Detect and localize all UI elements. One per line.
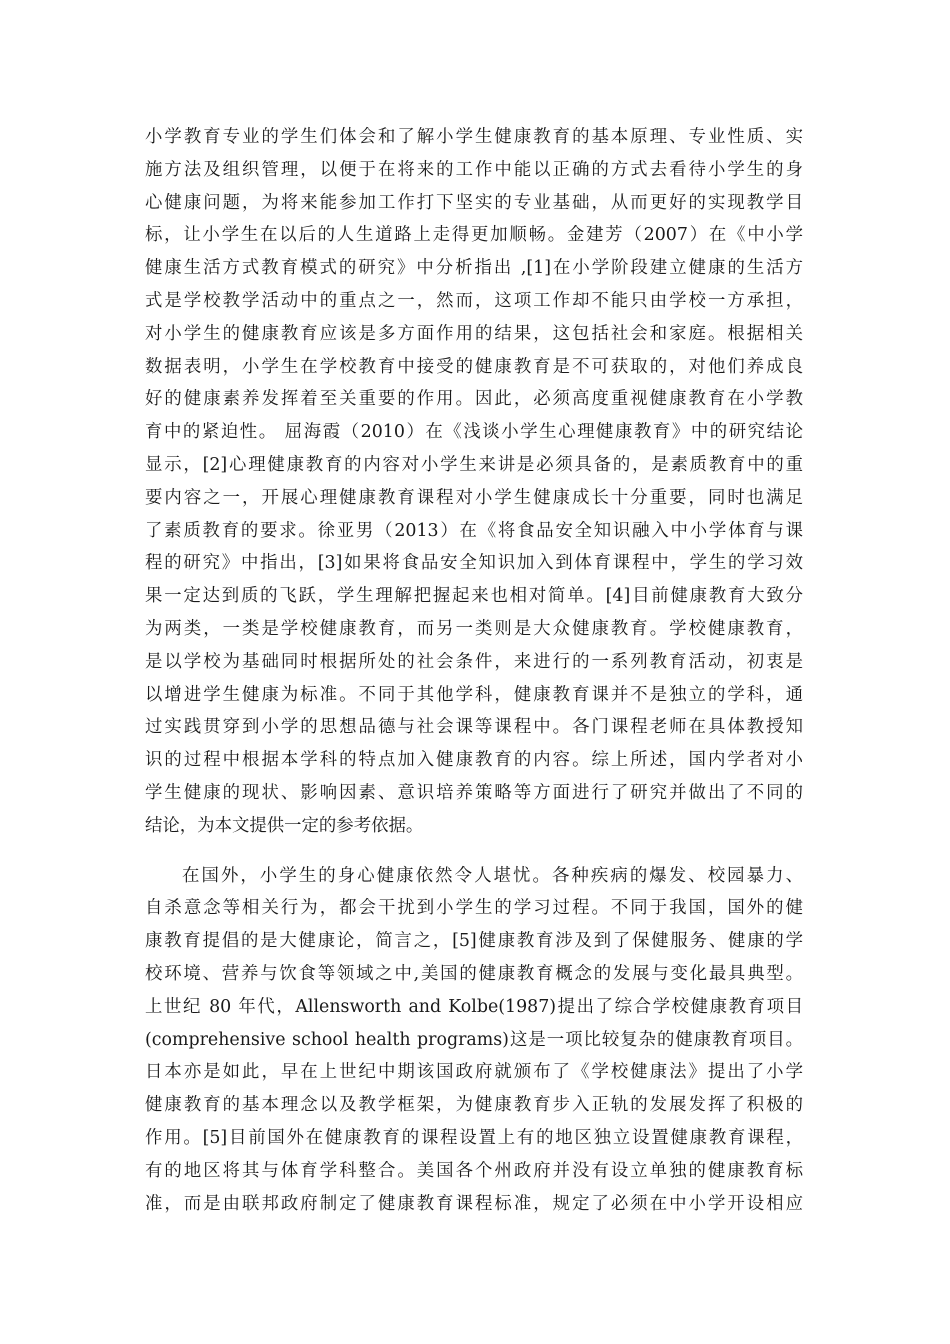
text-line: 为两类，一类是学校健康教育，而另一类则是大众健康教育。学校健康教育， (145, 618, 803, 639)
document-body (145, 121, 803, 1220)
text-line: 小学教育专业的学生们体会和了解小学生健康教育的基本原理、专业性质、实 (145, 127, 803, 147)
text-line: 了素质教育的要求。徐亚男（2013）在《将食品安全知识融入中小学体育与课 (145, 520, 803, 541)
text-line: 在国外，小学生的身心健康依然令人堪忧。各种疾病的爆发、校园暴力、 (182, 865, 803, 886)
text-line: 识的过程中根据本学科的特点加入健康教育的内容。综上所述，国内学者对小 (145, 750, 803, 771)
text-line: (comprehensive school health programs)这是一项比较复杂的健康教育项目。 (145, 1029, 803, 1050)
text-line: 是以学校为基础同时根据所处的社会条件，来进行的一系列教育活动，初衷是 (145, 651, 803, 672)
text-line: 结论，为本文提供一定的参考依据。 (145, 815, 424, 836)
text-line: 健康教育的基本理念以及教学框架，为健康教育步入正轨的发展发挥了积极的 (145, 1095, 803, 1116)
text-line: 有的地区将其与体育学科整合。美国各个州政府并没有设立单独的健康教育标 (145, 1160, 803, 1181)
text-line: 日本亦是如此，早在上世纪中期该国政府就颁布了《学校健康法》提出了小学 (145, 1062, 803, 1083)
text-line: 校环境、营养与饮食等领域之中,美国的健康教育概念的发展与变化最具典型。 (145, 963, 803, 984)
paragraph (145, 121, 803, 843)
text-line: 康教育提倡的是大健康论，简言之，[5]健康教育涉及到了保健服务、健康的学 (145, 931, 803, 952)
text-line: 果一定达到质的飞跃，学生理解把握起来也相对简单。[4]目前健康教育大致分 (145, 586, 803, 607)
text-line: 施方法及组织管理，以便于在将来的工作中能以正确的方式去看待小学生的身 (145, 159, 803, 180)
text-line: 学生健康的现状、影响因素、意识培养策略等方面进行了研究并做出了不同的 (145, 782, 803, 803)
text-line: 育中的紧迫性。 屈海霞（2010）在《浅谈小学生心理健康教育》中的研究结论 (145, 422, 803, 443)
text-line: 要内容之一，开展心理健康教育课程对小学生健康成长十分重要，同时也满足 (145, 487, 803, 508)
text-line: 对小学生的健康教育应该是多方面作用的结果，这包括社会和家庭。根据相关 (145, 323, 803, 344)
text-line: 作用。[5]目前国外在健康教育的课程设置上有的地区独立设置健康教育课程， (145, 1127, 803, 1148)
text-line: 以增进学生健康为标准。不同于其他学科，健康教育课并不是独立的学科，通 (145, 684, 803, 705)
text-line: 程的研究》中指出，[3]如果将食品安全知识加入到体育课程中，学生的学习效 (145, 553, 803, 574)
text-line: 心健康问题，为将来能参加工作打下坚实的专业基础，从而更好的实现教学目 (145, 192, 803, 213)
text-line: 健康生活方式教育模式的研究》中分析指出 ,[1]在小学阶段建立健康的生活方 (145, 258, 803, 279)
paragraph-gap (145, 843, 803, 860)
text-line: 标，让小学生在以后的人生道路上走得更加顺畅。金建芳（2007）在《中小学 (145, 225, 803, 246)
text-line: 自杀意念等相关行为，都会干扰到小学生的学习过程。不同于我国，国外的健 (145, 898, 803, 919)
text-line: 好的健康素养发挥着至关重要的作用。因此，必须高度重视健康教育在小学教 (145, 389, 803, 410)
text-line: 过实践贯穿到小学的思想品德与社会课等课程中。各门课程老师在具体教授知 (145, 717, 803, 738)
text-line: 上世纪 80 年代，Allensworth and Kolbe(1987)提出了综合学校健康教育项目 (145, 996, 803, 1017)
text-line: 数据表明，小学生在学校教育中接受的健康教育是不可获取的，对他们养成良 (145, 356, 803, 377)
text-line: 式是学校教学活动中的重点之一，然而，这项工作却不能只由学校一方承担， (145, 290, 803, 311)
text-line: 显示，[2]心理健康教育的内容对小学生来讲是必须具备的，是素质教育中的重 (145, 454, 803, 475)
paragraph (145, 860, 803, 1221)
text-line: 准，而是由联邦政府制定了健康教育课程标准，规定了必须在中小学开设相应 (145, 1193, 803, 1214)
